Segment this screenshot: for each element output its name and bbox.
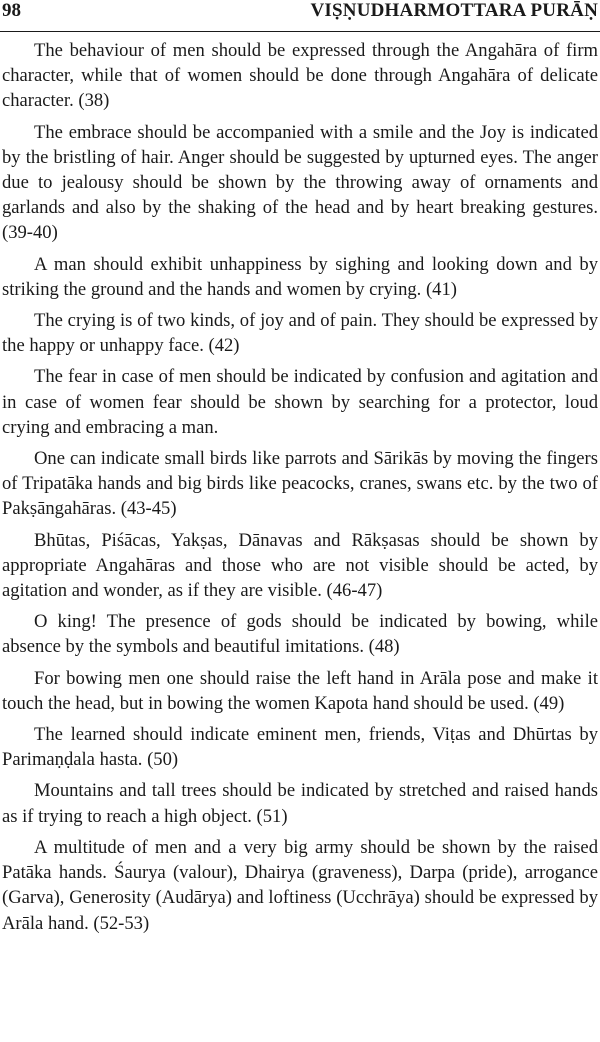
header-rule xyxy=(0,31,600,32)
page-body xyxy=(2,38,598,942)
paragraph: For bowing men one should raise the left hand in Arāla pose and make it touch the head, but in bowing the women Kapota hand should be used. (49) xyxy=(2,667,598,714)
page-header xyxy=(2,0,598,26)
paragraph: The embrace should be accompanied with a smile and the Joy is indicated by the bristling of hair. Anger should be suggested by upturned eyes. The anger due to jealousy should be shown by the throwing away of ornaments and garlands and also by the shaking of the head and by heart breaking gestures. (39-40) xyxy=(2,121,598,244)
page-number: 98 xyxy=(2,0,21,21)
paragraph: The behaviour of men should be expressed through the Angahāra of firm character, while that of women should be done through Angahāra of delicate character. (38) xyxy=(2,40,598,112)
paragraph: The fear in case of men should be indicated by confusion and agitation and in case of women fear should be shown by searching for a protector, loud crying and embracing a man. xyxy=(2,366,598,438)
paragraph: Mountains and tall trees should be indicated by stretched and raised hands as if trying to reach a high object. (51) xyxy=(2,780,598,827)
paragraph: Bhūtas, Piśācas, Yakṣas, Dānavas and Rākṣasas should be shown by appropriate Angahāras and those who are not visible should be acted, by agitation and wonder, as if they are visible. (46-47) xyxy=(2,529,598,602)
paragraph: The learned should indicate eminent men, friends, Viṭas and Dhūrtas by Parimaṇḍala hasta. (50) xyxy=(2,724,598,771)
paragraph: A multitude of men and a very big army should be shown by the raised Patāka hands. Śaurya (valour), Dhairya (graveness), Darpa (pride), arrogance (Garva), Generosity (Audārya) and loftiness (Ucchrāya) should be expressed by Arāla hand. (52-53) xyxy=(2,836,598,934)
running-title: VIṢṆUDHARMOTTARA PURĀṆ xyxy=(310,0,598,21)
paragraph: O king! The presence of gods should be indicated by bowing, while absence by the symbols and beautiful imitations. (48) xyxy=(2,611,598,658)
paragraph: The crying is of two kinds, of joy and of pain. They should be expressed by the happy or unhappy face. (42) xyxy=(2,310,598,357)
paragraph: A man should exhibit unhappiness by sighing and looking down and by striking the ground and the hands and women by crying. (41) xyxy=(2,253,598,300)
paragraph: One can indicate small birds like parrots and Sārikās by moving the fingers of Tripatāka hands and big birds like peacocks, cranes, swans etc. by the two of Pakṣāngahāras. (43-45) xyxy=(2,448,598,520)
